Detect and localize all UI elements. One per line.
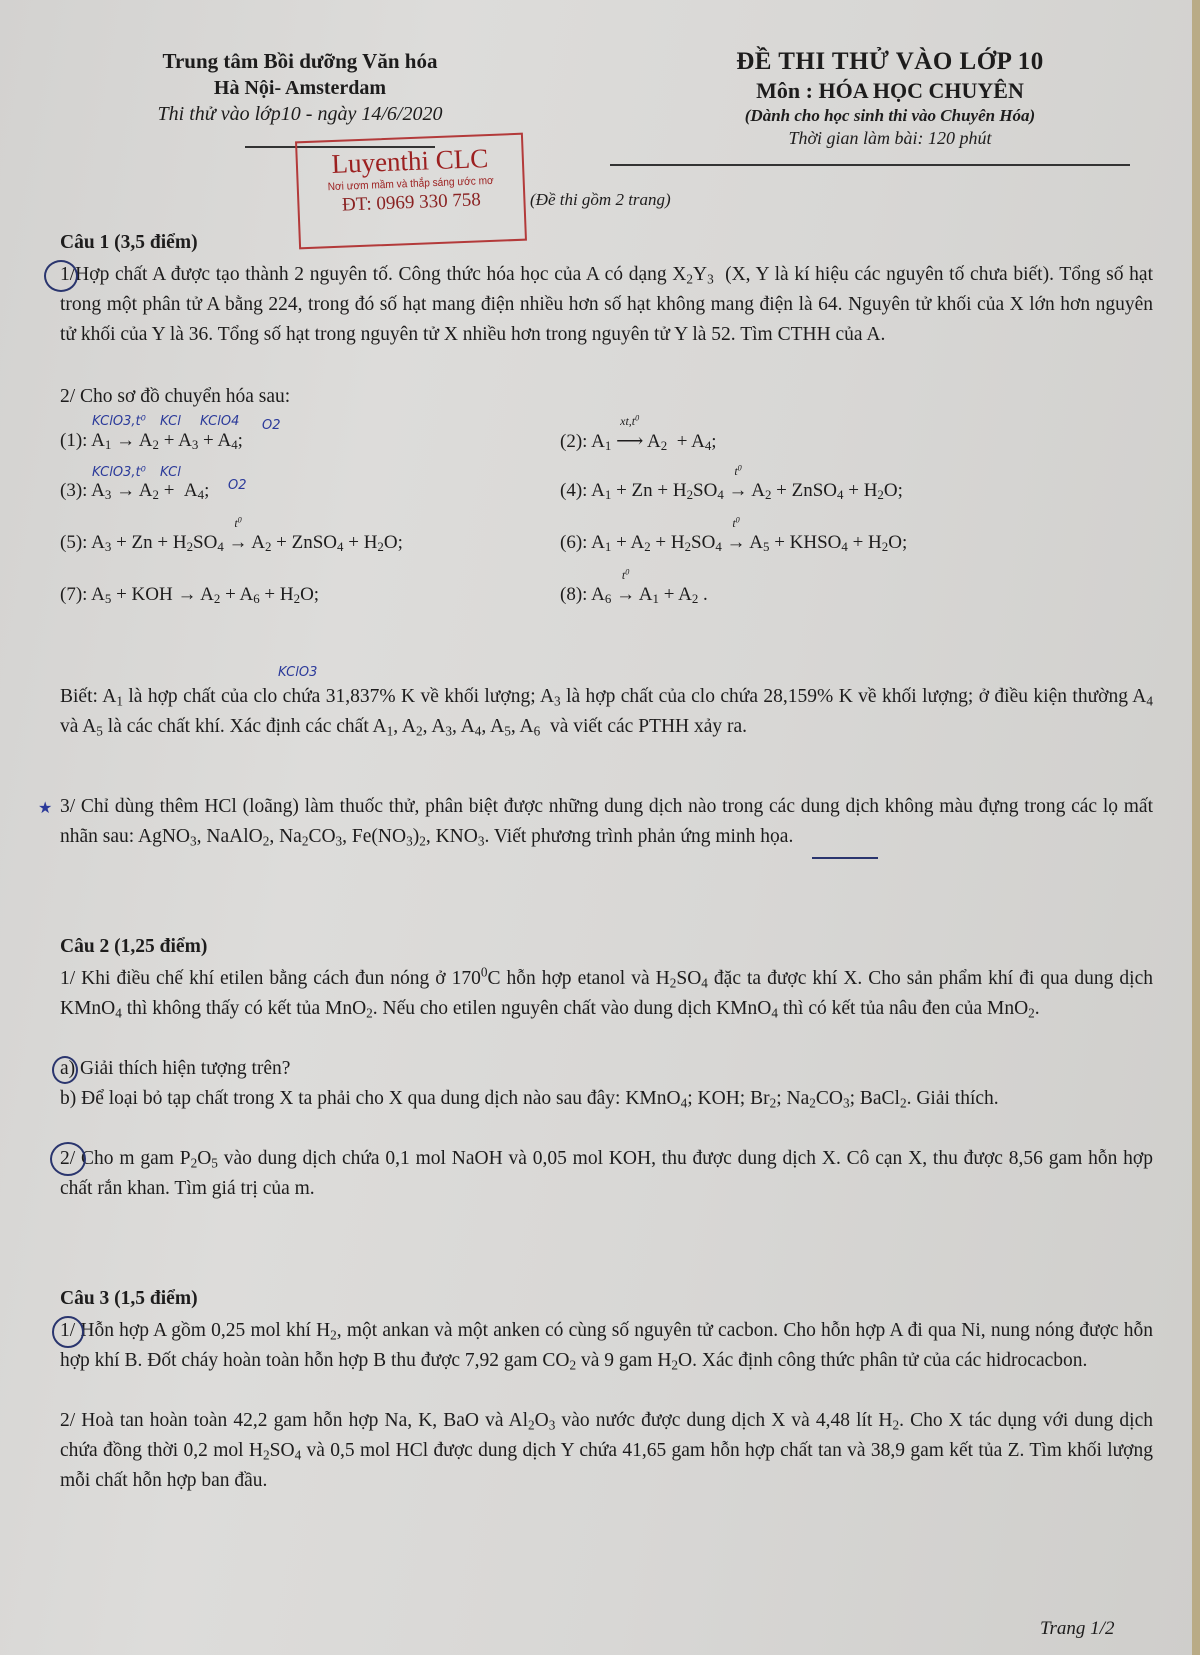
school-name: Trung tâm Bồi dưỡng Văn hóa xyxy=(162,49,438,73)
handwritten-note: O2 xyxy=(228,478,247,493)
pen-underline-mark xyxy=(812,857,878,859)
school-header xyxy=(110,48,490,127)
stamp xyxy=(295,133,527,250)
question-3-part-2: 2/ Hoà tan hoàn toàn 42,2 gam hỗn hợp Na, K, BaO và $Al_2O_3$ vào nước được dung dịch X và 4,48 lít $H_2$. Cho X tác dụng với dung dịch chứa đồng thời 0,2 mol $H_2SO_4$ và 0,5 mol HCl được dung dịch Y chứa 41,65 gam hỗn hợp chất tan và 38,9 gam kết tủa Z. Tìm khối lượng mỗi chất hỗn hợp ban đầu. xyxy=(60,1410,1153,1491)
handwritten-note: KClO3,t⁰ xyxy=(92,465,146,480)
reaction-3: (3): $A_3 \to A_2 + A_4$; xyxy=(60,480,210,503)
question-3-title: Câu 3 (1,5 điểm) xyxy=(60,1288,198,1309)
header-divider-right xyxy=(610,164,1130,166)
pen-circle-mark xyxy=(52,1316,84,1348)
exam-title: ĐỀ THI THỬ VÀO LỚP 10 xyxy=(736,48,1044,75)
question-2-part-1: 1/ Khi điều chế khí etilen bằng cách đun nóng ở $170^0C$ hỗn hợp etanol và $H_2SO_4$ đặc ta được khí X. Cho sản phẩm khí đi qua dung dịch KMnO$_4$ thì không thấy có kết tủa MnO$_2$. Nếu cho etilen nguyên chất vào dung dịch KMnO$_4$ thì có kết tủa nâu đen của MnO$_2$. xyxy=(60,964,1153,1021)
exam-header xyxy=(650,46,1130,149)
stamp-phone: ĐT: 0969 330 758 xyxy=(341,189,482,216)
part-label: 1/ xyxy=(60,264,76,285)
handwritten-note: KCl xyxy=(160,414,181,429)
reaction-8: (8): $A_6$ → $t^0$ $A_1 + A_2$ . xyxy=(560,567,708,607)
pen-circle-mark xyxy=(52,1056,78,1084)
question-2-part-2: 2/ Cho m gam $P_2O_5$ vào dung dịch chứa 0,1 mol NaOH và 0,05 mol KOH, thu được dung dịch X. Cô cạn X, thu được 8,56 gam hỗn hợp chất rắn khan. Tìm giá trị của m. xyxy=(60,1148,1153,1199)
question-1-part-3: 3/ Chỉ dùng thêm HCl (loãng) làm thuốc thử, phân biệt được những dung dịch nào trong các dung dịch không màu đựng trong các lọ mất nhãn sau: AgNO$_3$, NaAlO$_2$, $Na_2CO_3$, $Fe(NO_3)_2$, $KNO_3$. Viết phương trình phản ứng minh họa. xyxy=(60,796,1153,849)
handwritten-note: KClO3 xyxy=(278,665,318,680)
formula: $X_2Y_3$ xyxy=(672,264,714,287)
stamp-slogan: Nơi ươm mầm và thắp sáng ước mơ xyxy=(327,174,494,194)
handwritten-note: KClO3,t⁰ xyxy=(92,414,146,429)
star-mark: ★ xyxy=(38,798,53,817)
reaction-2: (2): $A_1$ ⟶ $xt,t^0$ $A_2 + A_4$; xyxy=(560,413,717,454)
exam-date: Thi thử vào lớp10 - ngày 14/6/2020 xyxy=(157,103,443,125)
pen-circle-mark xyxy=(50,1142,86,1176)
page-number: Trang 1/2 xyxy=(1040,1618,1115,1639)
pages-note: (Đề thi gồm 2 trang) xyxy=(530,190,671,209)
handwritten-note: KCl xyxy=(160,465,181,480)
reaction-4: (4): $A_1 + Zn + H_2SO_4$ → $t^0$ $A_2$ + ZnSO$_4$ + $H_2O$; xyxy=(560,463,903,503)
reaction-1: (1): $A_1 \to A_2 + A_3 + A_4$; xyxy=(60,430,243,453)
reaction-7: (7): $A_5$ + KOH → $A_2 + A_6 + H_2O$; xyxy=(60,584,320,607)
reaction-6: (6): $A_1 + A_2 + H_2SO_4$ → $t^0$ $A_5$ + $KHSO_4 + H_2O$; xyxy=(560,515,908,555)
question-2-part-1b: b) Để loại bỏ tạp chất trong X ta phải cho X qua dung dịch nào sau đây: KMnO$_4$; KOH; $Br_2$; $Na_2CO_3$; BaCl$_2$. Giải thích. xyxy=(60,1088,999,1111)
question-2-title: Câu 2 (1,25 điểm) xyxy=(60,936,208,957)
pen-circle-mark xyxy=(44,260,78,292)
exam-subject: Môn : HÓA HỌC CHUYÊN xyxy=(756,78,1024,103)
question-1-part-2-intro: 2/ Cho sơ đồ chuyển hóa sau: xyxy=(60,386,291,407)
stamp-name: Luyenthi CLC xyxy=(330,143,489,180)
question-3-part-1: 1/ Hỗn hợp A gồm 0,25 mol khí $H_2$, một ankan và một anken có cùng số nguyên tử cacbon. Cho hỗn hợp A đi qua Ni, nung nóng được hỗn hợp khí B. Đốt cháy hoàn toàn hỗn hợp B thu được 7,92 gam $CO_2$ và 9 gam $H_2O$. Xác định công thức phân tử của các hidrocacbon. xyxy=(60,1320,1153,1373)
question-2-part-1a: a) Giải thích hiện tượng trên? xyxy=(60,1058,291,1079)
question-1-part-1 xyxy=(60,260,1153,350)
page-edge xyxy=(1192,0,1200,1655)
part-text-b: (X, Y là kí hiệu các nguyên tố chưa biết). Tổng số hạt trong một phân tử A bằng 224, trong đó số hạt mang điện nhiều hơn số hạt không mang điện là 64. Nguyên tử khối của X lớn hơn nguyên tử khối của Y là 36. Tổng số hạt trong nguyên tử X nhiều hơn trong nguyên tử Y là 52. Tìm CTHH của A. xyxy=(60,264,1153,345)
part-text-a: Hợp chất A được tạo thành 2 nguyên tố. Công thức hóa học của A có dạng xyxy=(75,264,673,285)
school-location: Hà Nội- Amsterdam xyxy=(213,77,387,99)
handwritten-note: O2 xyxy=(262,418,281,433)
handwritten-note: KClO4 xyxy=(200,414,240,429)
exam-duration: Thời gian làm bài: 120 phút xyxy=(788,128,992,148)
question-1-title: Câu 1 (3,5 điểm) xyxy=(60,232,198,253)
reaction-5: (5): $A_3 + Zn + H_2SO_4$ → $t^0$ $A_2$ + ZnSO$_4$ + $H_2O$; xyxy=(60,515,403,555)
question-1-part-2-given: Biết: $A_1$ là hợp chất của clo chứa 31,837% K về khối lượng; $A_3$ là hợp chất của clo chứa 28,159% K về khối lượng; ở điều kiện thường $A_4$ và $A_5$ là các chất khí. Xác định các chất $A_1$, $A_2$, $A_3$, $A_4$, $A_5$, $A_6$ và viết các PTHH xảy ra. xyxy=(60,686,1153,739)
exam-audience: (Dành cho học sinh thi vào Chuyên Hóa) xyxy=(744,106,1036,125)
